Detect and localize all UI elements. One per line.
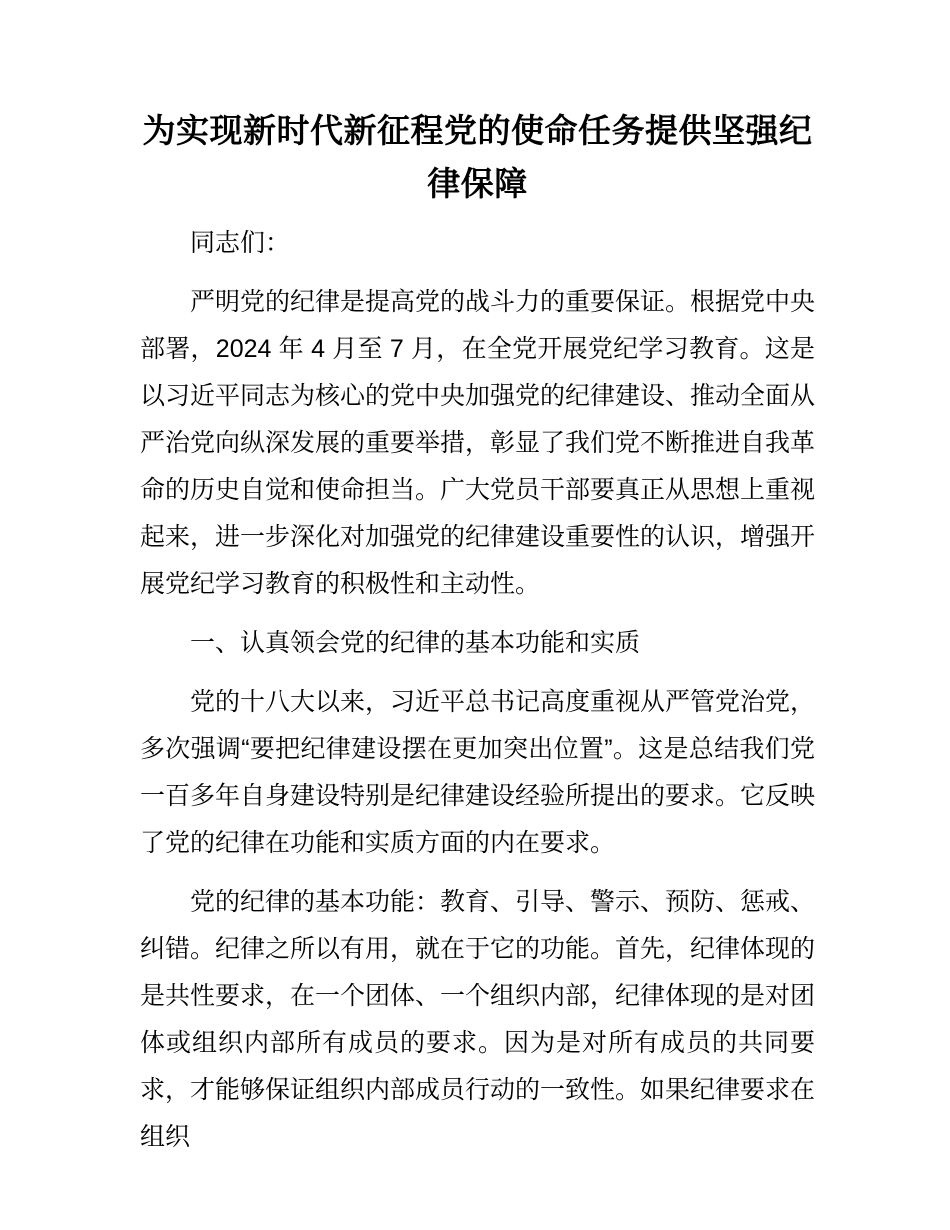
section-heading-1: 一、认真领会党的纪律的基本功能和实质 (190, 629, 641, 657)
paragraph-intro: 严明党的纪律是提高党的战斗力的重要保证。根据党中央部署，2024 年 4 月至 7 月，在全党开展党纪学习教育。这是以习近平同志为核心的党中央加强党的纪律建设、推动全面从严治党向纵深发展的重要举措，彰显了我们党不断推进自我革命的历史自觉和使命担当。广大党员干部要真正从思想上重视起来，进一步深化对加强党的纪律建设重要性的认识，增强开展党纪学习教育的积极性和主动性。 (140, 288, 816, 598)
document-title: 为实现新时代新征程党的使命任务提供坚强纪律保障 (142, 112, 813, 202)
greeting-line: 同志们： (190, 229, 291, 257)
paragraph-body-1: 党的十八大以来，习近平总书记高度重视从严管党治党，多次强调“要把纪律建设摆在更加突出位置”。这是总结我们党一百多年自身建设特别是纪律建设经验所提出的要求。它反映了党的纪律在功能和实质方面的内在要求。 (140, 688, 816, 857)
paragraph-body-2: 党的纪律的基本功能：教育、引导、警示、预防、惩戒、纠错。纪律之所以有用，就在于它的功能。首先，纪律体现的是共性要求，在一个团体、一个组织内部，纪律体现的是对团体或组织内部所有成员的要求。因为是对所有成员的共同要求，才能够保证组织内部成员行动的一致性。如果纪律要求在组织 (140, 888, 816, 1151)
